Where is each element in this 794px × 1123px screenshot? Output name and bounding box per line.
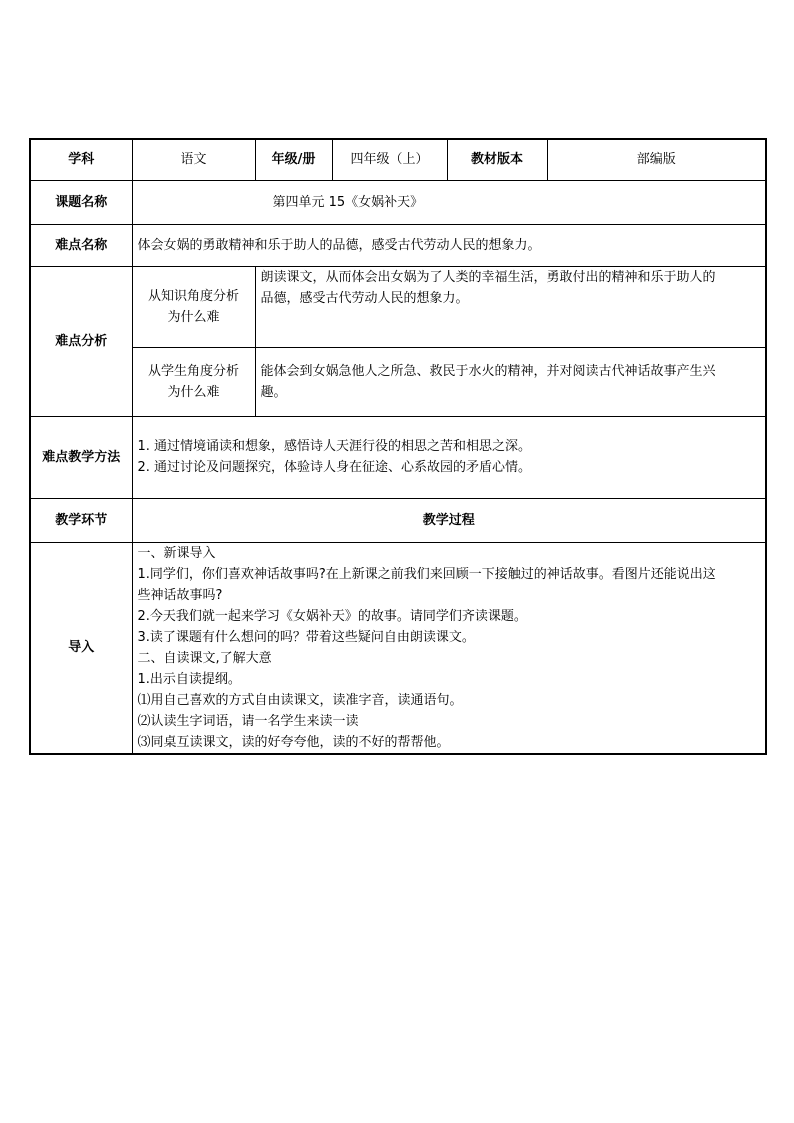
knowledge-angle-text-line2: 品德，感受古代劳动人民的想象力。 [260,290,469,306]
lesson-title: 第四单元 15《女娲补天》 [132,180,766,224]
intro-line: ⑵认读生字词语，请一名学生来读一读 [137,713,359,729]
knowledge-angle-label [132,266,255,347]
intro-line: ⑴用自己喜欢的方式自由读课文，读准字音，读通语句。 [137,692,463,708]
edition-value: 部编版 [547,139,766,180]
method-line-1: 1. 通过情境诵读和想象，感悟诗人天涯行役的相思之苦和相思之深。 [137,439,532,454]
knowledge-angle-label-line2: 为什么难 [167,309,220,325]
method-text [132,416,766,498]
method-label: 难点教学方法 [30,416,132,498]
analysis-label: 难点分析 [30,266,132,416]
knowledge-angle-text [255,266,766,347]
intro-line: 1.出示自读提纲。 [137,671,241,687]
difficulty-label: 难点名称 [30,224,132,266]
intro-label: 导入 [30,542,132,754]
student-angle-label [132,347,255,416]
student-angle-label-line1: 从学生角度分析 [147,363,239,379]
intro-line: 二、自读课文,了解大意 [137,650,272,666]
intro-content [132,542,766,754]
edition-label: 教材版本 [447,139,547,180]
subject-value: 语文 [132,139,255,180]
lesson-label: 课题名称 [30,180,132,224]
intro-row [30,542,766,754]
intro-line: 1.同学们，你们喜欢神话故事吗?在上新课之前我们来回顾一下接触过的神话故事。看图片还能说出这 [137,566,716,582]
lesson-row [30,180,766,224]
method-row [30,416,766,498]
intro-line: 些神话故事吗? [137,587,223,603]
student-angle-text [255,347,766,416]
difficulty-value: 体会女娲的勇敢精神和乐于助人的品德，感受古代劳动人民的想象力。 [132,224,766,266]
analysis-knowledge-row [30,266,766,347]
stage-header: 教学环节 [30,498,132,542]
subject-label: 学科 [30,139,132,180]
analysis-student-row [30,347,766,416]
method-line-2: 2. 通过讨论及问题探究，体验诗人身在征途、心系故园的矛盾心情。 [137,460,532,475]
knowledge-angle-label-line1: 从知识角度分析 [147,288,239,304]
student-angle-text-line2: 趣。 [260,384,287,400]
grade-label: 年级/册 [255,139,332,180]
student-angle-label-line2: 为什么难 [167,384,220,400]
student-angle-text-line1: 能体会到女娲急他人之所急、救民于水火的精神，并对阅读古代神话故事产生兴 [260,363,716,379]
process-header: 教学过程 [132,498,766,542]
subject-row [30,139,766,180]
intro-line: 2.今天我们就一起来学习《女娲补天》的故事。请同学们齐读课题。 [137,608,527,624]
difficulty-row [30,224,766,266]
intro-line: ⑶同桌互读课文，读的好夸夸他，读的不好的帮帮他。 [137,734,450,750]
grade-value: 四年级（上） [332,139,447,180]
knowledge-angle-text-line1: 朗读课文，从而体会出女娲为了人类的幸福生活，勇敢付出的精神和乐于助人的 [260,269,716,285]
process-header-row [30,498,766,542]
intro-line: 一、新课导入 [137,545,216,561]
lesson-plan-table [29,138,767,755]
intro-line: 3.读了课题有什么想问的吗？带着这些疑问自由朗读课文。 [137,629,475,645]
